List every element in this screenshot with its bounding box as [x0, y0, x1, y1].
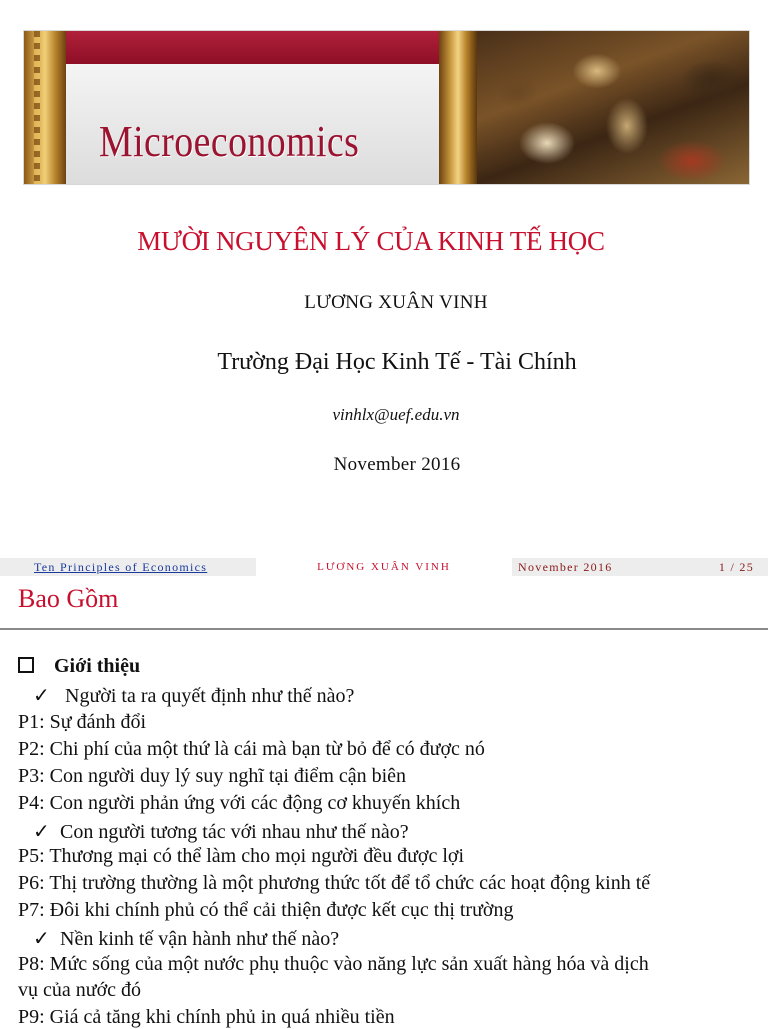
list-item	[18, 738, 485, 761]
slide-footer-bar	[0, 558, 768, 576]
presentation-date: November 2016	[333, 454, 461, 475]
section-heading: Giới thiệu	[54, 655, 141, 677]
school-name: Trường Đại Học Kinh Tế - Tài Chính	[217, 349, 577, 375]
list-item	[18, 953, 649, 976]
footer-page-cell	[645, 558, 768, 576]
footer-page-number: 1 / 25	[718, 560, 754, 574]
checkbox-bullet-icon	[18, 657, 34, 673]
gilded-frame-divider	[439, 31, 477, 184]
list-item-text: P5: Thương mại có thể làm cho mọi người đều được lợi	[18, 845, 465, 867]
list-item-text: vụ của nước đó	[18, 979, 142, 1001]
list-item	[18, 979, 141, 1002]
list-item	[33, 683, 354, 708]
list-item	[33, 819, 409, 844]
author-name: LƯƠNG XUÂN VINH	[304, 292, 488, 313]
footer-date: November 2016	[518, 560, 613, 574]
list-item	[18, 845, 464, 868]
slide2-title: Bao Gồm	[18, 584, 119, 613]
section-heading-line	[18, 655, 140, 678]
list-item-text: Nền kinh tế vận hành như thế nào?	[60, 928, 340, 950]
author-email: vinhlx@uef.edu.vn	[332, 405, 460, 424]
list-item-text: P9: Giá cả tăng khi chính phủ in quá nhiều tiền	[18, 1006, 395, 1028]
list-item-text: Con người tương tác với nhau như thế nào?	[60, 821, 409, 843]
list-item	[18, 792, 460, 815]
list-item	[18, 711, 146, 734]
list-item-text: P2: Chi phí của một thứ là cái mà bạn từ bỏ để có được nó	[18, 738, 485, 760]
market-scene-painting	[477, 31, 750, 184]
list-item-text: P1: Sự đánh đổi	[18, 711, 147, 733]
gilded-frame-left	[24, 31, 66, 184]
check-icon: ✓	[33, 821, 50, 843]
list-item	[18, 899, 514, 922]
footer-title-link[interactable]: Ten Principles of Economics	[34, 560, 208, 574]
list-item	[33, 926, 339, 951]
banner-title: Microeconomics	[99, 117, 360, 166]
list-item-text: P6: Thị trường thường là một phương thức tốt để tổ chức các hoạt động kinh tế	[18, 872, 651, 894]
list-item-text: P4: Con người phản ứng với các động cơ khuyến khích	[18, 792, 461, 814]
list-item-text: P3: Con người duy lý suy nghĩ tại điểm cận biên	[18, 765, 407, 787]
slide2-header	[0, 576, 768, 630]
check-icon: ✓	[33, 928, 50, 950]
banner-red-stripe	[66, 31, 476, 64]
list-item	[18, 1006, 395, 1029]
list-item-text: P7: Đôi khi chính phủ có thể cải thiện được kết cục thị trường	[18, 899, 514, 921]
banner-title-panel	[66, 64, 476, 185]
list-item	[18, 872, 650, 895]
list-item	[18, 765, 406, 788]
footer-title-cell	[0, 558, 256, 576]
course-banner	[23, 30, 750, 185]
check-icon: ✓	[33, 685, 50, 707]
footer-author: LƯƠNG XUÂN VINH	[256, 558, 512, 576]
presentation-title: MƯỜI NGUYÊN LÝ CỦA KINH TẾ HỌC	[137, 226, 605, 256]
footer-date-cell	[512, 558, 645, 576]
list-item-text: Người ta ra quyết định như thế nào?	[65, 685, 355, 707]
list-item-text: P8: Mức sống của một nước phụ thuộc vào năng lực sản xuất hàng hóa và dịch	[18, 953, 649, 975]
